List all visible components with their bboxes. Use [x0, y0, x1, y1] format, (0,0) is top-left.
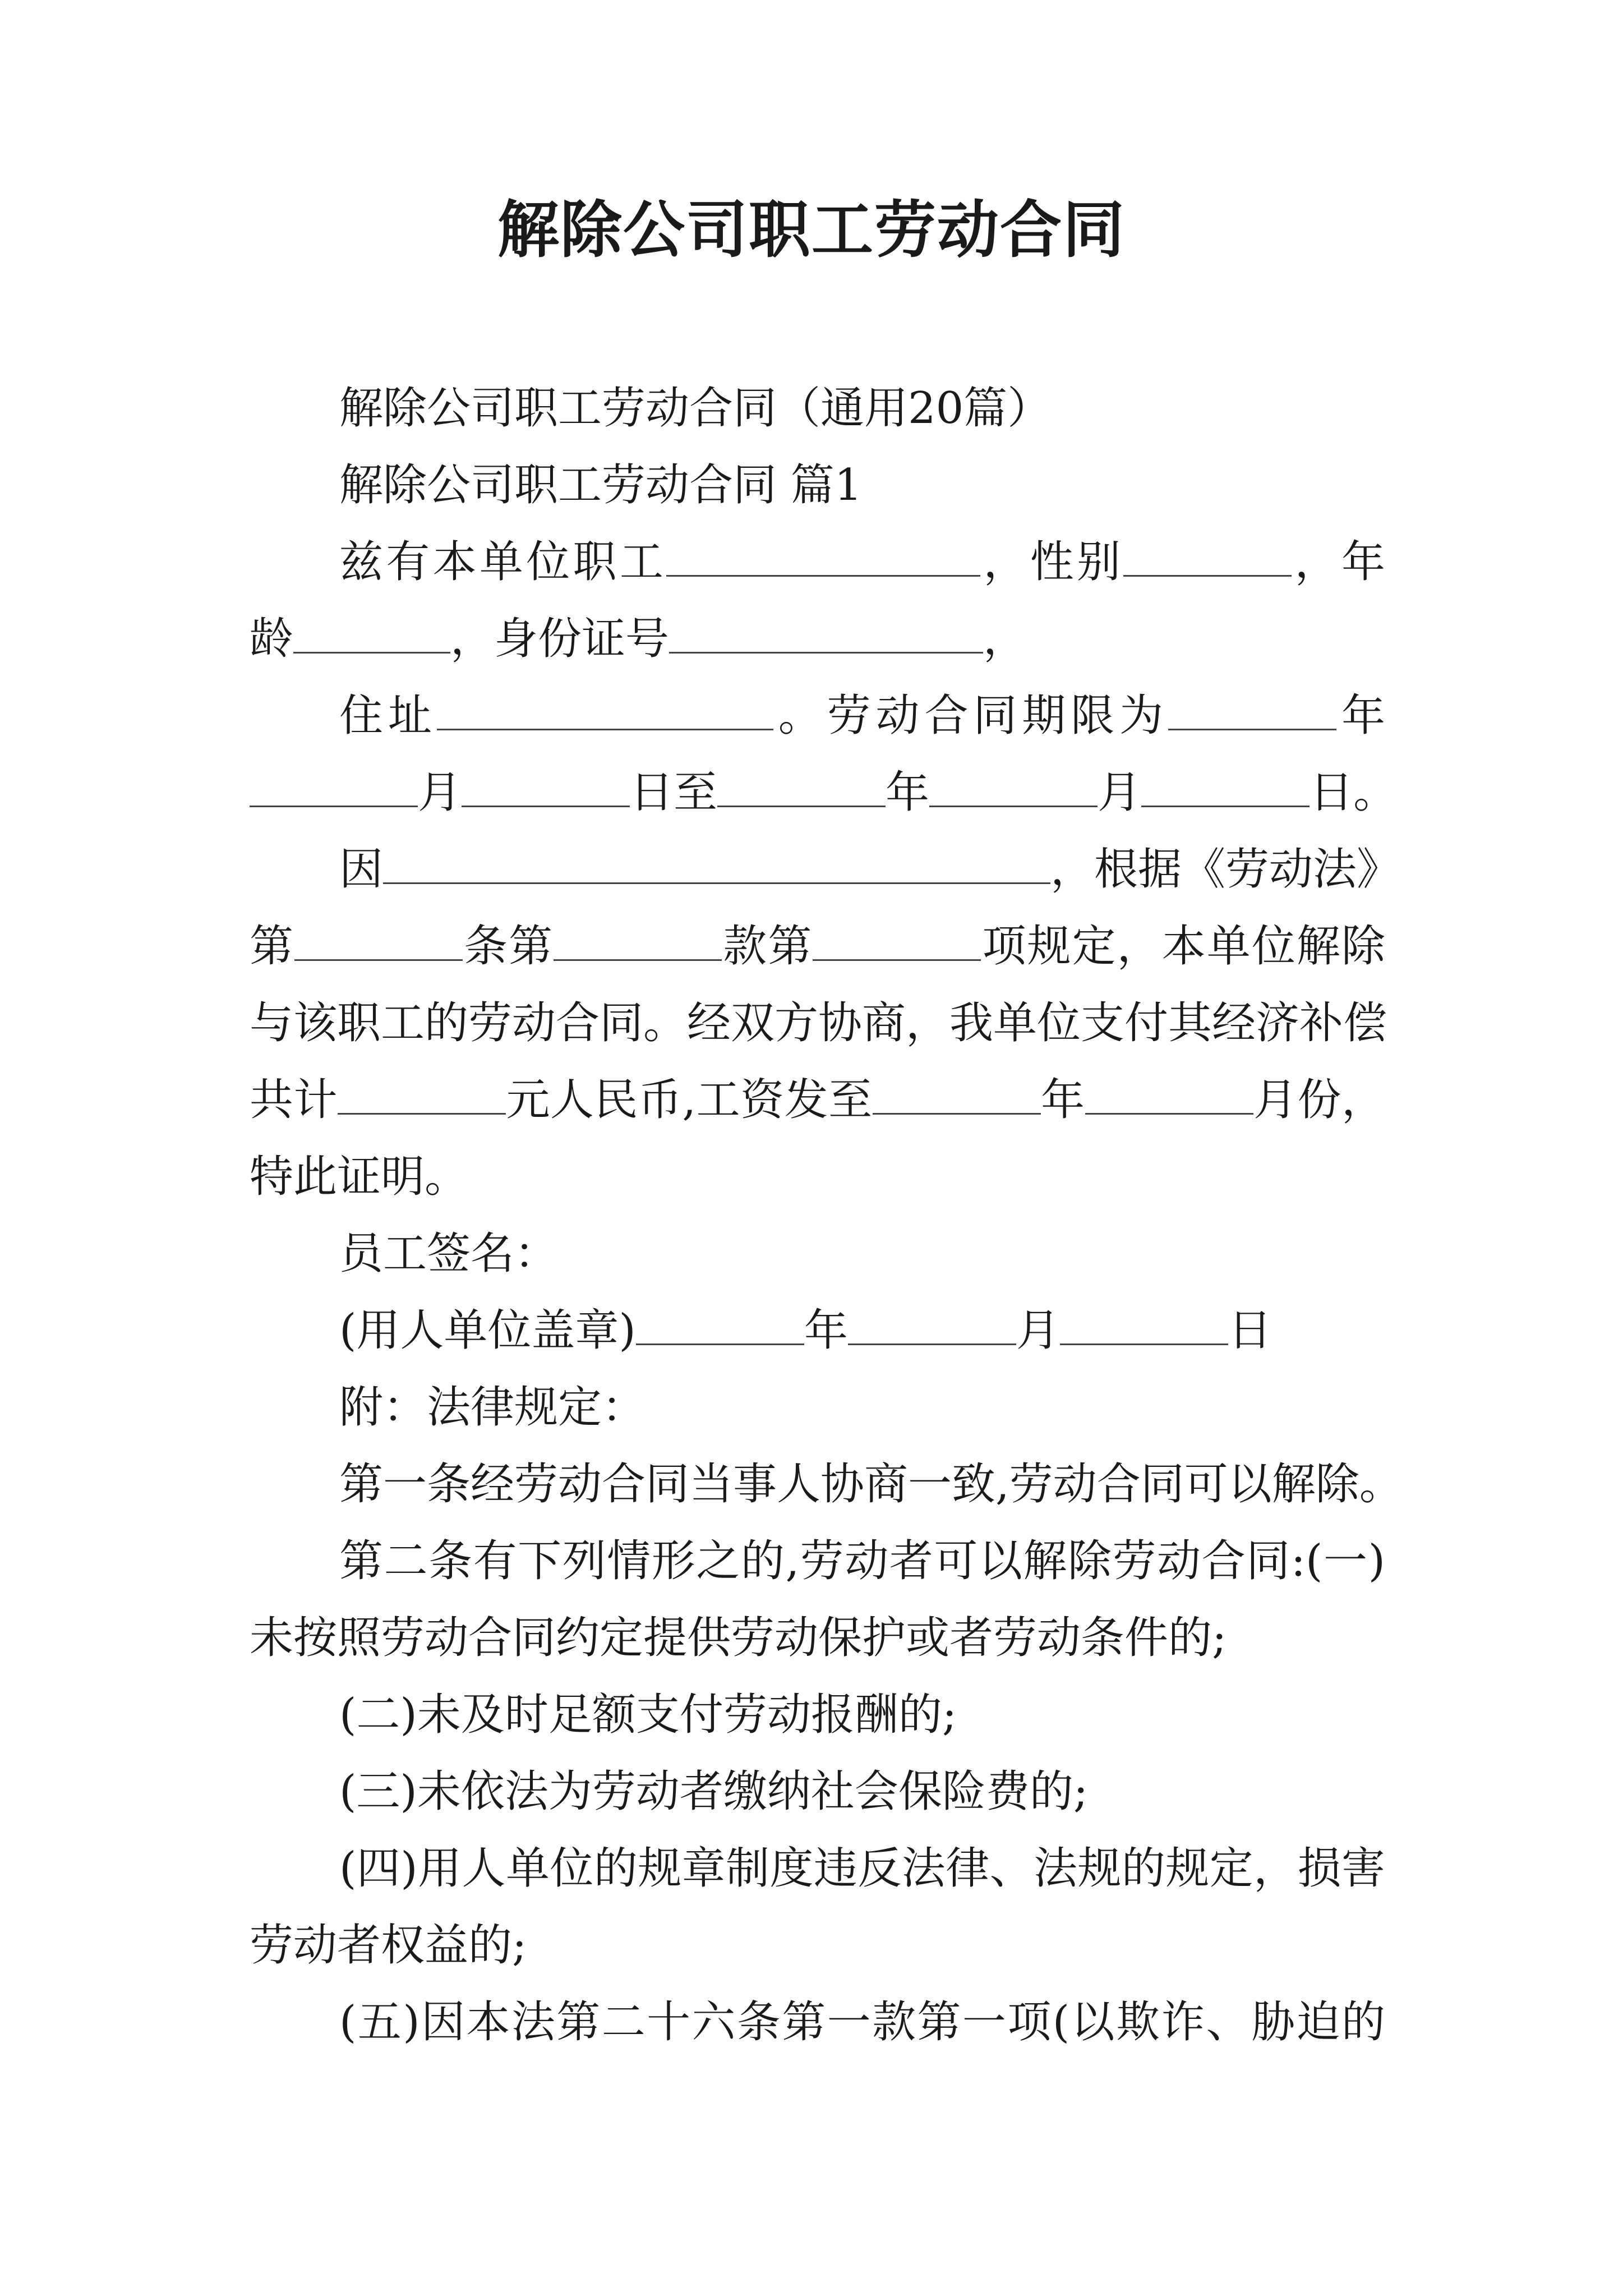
- article-blank: [294, 919, 463, 961]
- month-blank: [848, 1304, 1016, 1345]
- body-line: 与该职工的劳动合同。经双方协商，我单位支付其经济补偿: [250, 998, 1387, 1048]
- amount-blank: [338, 1073, 506, 1115]
- year-blank: [1168, 689, 1336, 730]
- text: 日。: [1310, 767, 1398, 818]
- body-line: 第二条有下列情形之的,劳动者可以解除劳动合同:(一): [339, 1536, 1385, 1586]
- text: 住址: [339, 691, 437, 741]
- reason-blank: [383, 843, 1050, 884]
- text: 月: [1016, 1305, 1060, 1356]
- year-blank: [717, 766, 886, 807]
- month-blank: [929, 766, 1098, 807]
- age-id-line: [250, 601, 1385, 678]
- text: 年: [1336, 691, 1385, 741]
- item-blank: [813, 919, 981, 961]
- subtitle-line: 解除公司职工劳动合同（通用20篇）: [339, 383, 1052, 434]
- certify-line: 特此证明。: [250, 1152, 469, 1202]
- text: 日至: [630, 767, 718, 818]
- day-blank: [1141, 766, 1310, 807]
- day-blank: [1060, 1304, 1228, 1345]
- text: ，: [983, 614, 1027, 664]
- month-blank: [1085, 1073, 1253, 1115]
- gender-blank: [1123, 535, 1292, 577]
- text: 第: [250, 921, 295, 972]
- text: 元人民币,工资发至: [505, 1075, 873, 1125]
- month-blank: [250, 766, 418, 807]
- company-seal-line: [250, 1292, 1385, 1369]
- section-heading: 解除公司职工劳动合同 篇1: [339, 460, 863, 510]
- body-line: (四)用人单位的规章制度违反法律、法规的规定，损害: [339, 1843, 1385, 1894]
- employee-info-line: [250, 524, 1385, 601]
- text: 日: [1228, 1305, 1272, 1356]
- body-line: 第一条经劳动合同当事人协商一致,劳动合同可以解除。: [339, 1459, 1403, 1510]
- text: 龄: [250, 614, 294, 664]
- body-line: (三)未依法为劳动者缴纳社会保险费的;: [339, 1766, 1089, 1817]
- text: ，根据《劳动法》: [1050, 844, 1401, 895]
- age-blank: [293, 612, 450, 654]
- text: 月: [418, 767, 462, 818]
- employee-signature-label: 员工签名：: [339, 1228, 559, 1279]
- text: ，身份证号: [450, 614, 670, 664]
- text: (用人单位盖章): [339, 1305, 636, 1356]
- text: 项规定，本单位解除: [981, 921, 1385, 972]
- text: 年: [1040, 1075, 1085, 1125]
- text: 共计: [250, 1075, 338, 1125]
- text: 年: [804, 1305, 848, 1356]
- text: 兹有本单位职工: [339, 537, 667, 587]
- paragraph-blank: [554, 919, 722, 961]
- text: 条第: [463, 921, 554, 972]
- year-blank: [873, 1073, 1041, 1115]
- text: 。劳动合同期限为: [773, 691, 1169, 741]
- compensation-line: [250, 1062, 1385, 1139]
- text: 月: [1098, 767, 1142, 818]
- body-line: 未按照劳动合同约定提供劳动保护或者劳动条件的;: [250, 1613, 1227, 1663]
- text: 款第: [722, 921, 813, 972]
- text: 月份，: [1253, 1075, 1385, 1125]
- day-blank: [462, 766, 630, 807]
- body-line: (五)因本法第二十六条第一款第一项(以欺诈、胁迫的: [339, 1997, 1385, 2047]
- reason-line: [250, 831, 1401, 908]
- address-blank: [437, 689, 773, 730]
- text: 因: [339, 844, 384, 895]
- document-body: [250, 370, 1403, 2061]
- year-blank: [636, 1304, 804, 1345]
- id-number-blank: [669, 612, 983, 654]
- clause-line: [250, 908, 1385, 985]
- address-term-line: [250, 678, 1385, 754]
- text: 年: [886, 767, 930, 818]
- appendix-heading: 附：法律规定：: [339, 1382, 646, 1433]
- document-title: 解除公司职工劳动合同: [497, 194, 1126, 266]
- body-line: 劳动者权益的;: [250, 1920, 527, 1971]
- body-line: (二)未及时足额支付劳动报酬的;: [339, 1690, 957, 1740]
- term-dates-line: [250, 754, 1398, 831]
- text: ，性别: [980, 537, 1124, 587]
- text: ，年: [1292, 537, 1385, 587]
- name-blank: [666, 535, 980, 577]
